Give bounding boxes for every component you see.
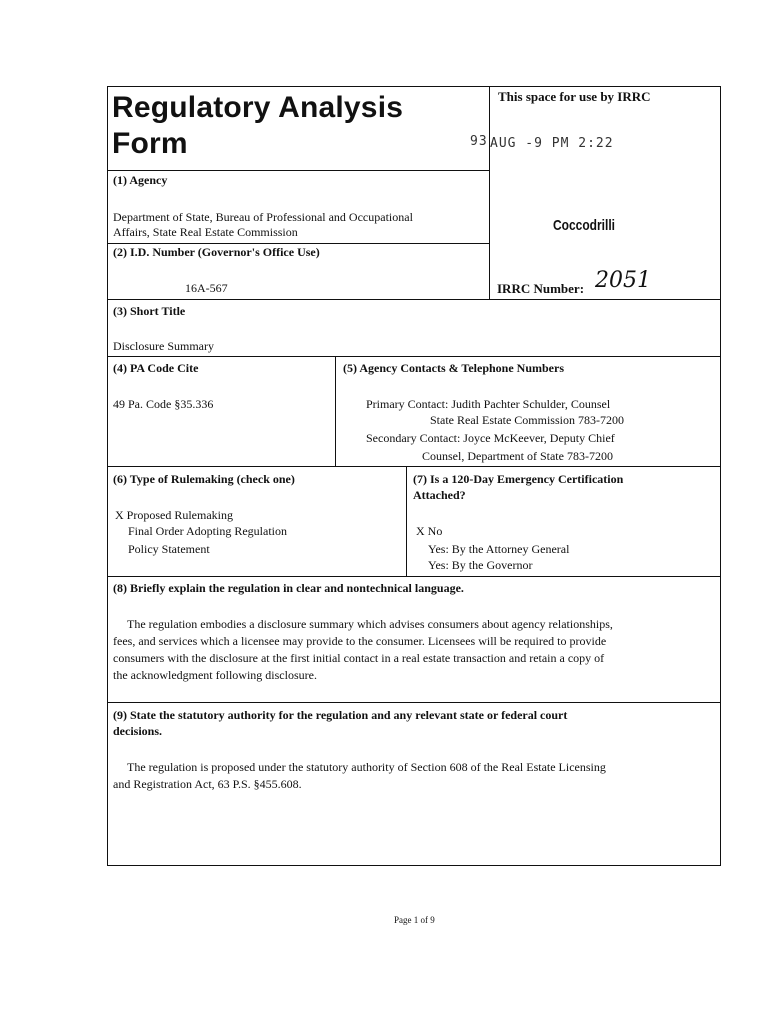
contacts-label: (5) Agency Contacts & Telephone Numbers — [343, 361, 564, 375]
explain-line: consumers with the disclosure at the first initial contact in a real estate transaction and retain a copy of — [113, 651, 605, 665]
reviewer-name: Coccodrilli — [553, 217, 616, 234]
agency-line1: Department of State, Bureau of Professional and Occupational — [113, 210, 413, 224]
agency-label: (1) Agency — [113, 173, 168, 187]
short-title-label: (3) Short Title — [113, 304, 186, 318]
contact-secondary-line1: Secondary Contact: Joyce McKeever, Deputy Chief — [366, 431, 615, 445]
divider — [107, 356, 721, 357]
contact-primary-line1: Primary Contact: Judith Pachter Schulder, Counsel — [366, 397, 611, 411]
id-number-label: (2) I.D. Number (Governor's Office Use) — [113, 245, 320, 259]
authority-label-line1: (9) State the statutory authority for the regulation and any relevant state or federal court — [113, 708, 568, 722]
irrc-number-value: 2051 — [595, 268, 651, 293]
authority-line: and Registration Act, 63 P.S. §455.608. — [113, 777, 302, 791]
emergency-option-no: X No — [416, 524, 443, 538]
contact-primary-line2: State Real Estate Commission 783-7200 — [430, 413, 624, 427]
form-title-line1: Regulatory Analysis — [112, 91, 404, 124]
authority-label-line2: decisions. — [113, 724, 163, 738]
received-stamp-prefix: 93 — [470, 134, 488, 149]
divider — [107, 299, 721, 300]
emergency-label-line1: (7) Is a 120-Day Emergency Certification — [413, 472, 624, 486]
short-title-value: Disclosure Summary — [113, 339, 214, 353]
rulemaking-label: (6) Type of Rulemaking (check one) — [113, 472, 295, 486]
irrc-number-label: IRRC Number: — [497, 281, 585, 296]
explain-body — [113, 616, 713, 684]
divider — [335, 356, 336, 466]
form-title — [112, 90, 403, 162]
divider — [107, 170, 489, 171]
divider — [107, 702, 721, 703]
page-number: Page 1 of 9 — [394, 915, 435, 925]
irrc-space-label: This space for use by IRRC — [498, 89, 651, 104]
contact-secondary-line2: Counsel, Department of State 783-7200 — [422, 449, 613, 463]
emergency-option-attorney-general: Yes: By the Attorney General — [428, 542, 570, 556]
divider — [107, 576, 721, 577]
rulemaking-option-policy: Policy Statement — [128, 542, 210, 556]
authority-line: The regulation is proposed under the statutory authority of Section 608 of the Real Estate Licensing — [127, 760, 606, 774]
agency-line2: Affairs, State Real Estate Commission — [113, 225, 298, 239]
emergency-option-governor: Yes: By the Governor — [428, 558, 533, 572]
divider — [107, 466, 721, 467]
divider — [107, 243, 489, 244]
received-stamp-date: AUG -9 PM 2:22 — [490, 136, 614, 151]
divider — [406, 466, 407, 576]
divider — [489, 86, 490, 299]
emergency-label-line2: Attached? — [413, 488, 466, 502]
explain-line: fees, and services which a licensee may provide to the consumer. Licensees will be required to provide — [113, 634, 607, 648]
explain-label: (8) Briefly explain the regulation in clear and nontechnical language. — [113, 581, 464, 595]
explain-line: The regulation embodies a disclosure summary which advises consumers about agency relationships, — [127, 617, 613, 631]
form-title-line2: Form — [112, 127, 188, 160]
explain-line: the acknowledgment following disclosure. — [113, 668, 317, 682]
authority-body — [113, 759, 713, 793]
rulemaking-option-final: Final Order Adopting Regulation — [128, 524, 287, 538]
pa-code-label: (4) PA Code Cite — [113, 361, 199, 375]
pa-code-value: 49 Pa. Code §35.336 — [113, 397, 214, 411]
id-number-value: 16A-567 — [185, 281, 228, 295]
rulemaking-option-proposed: X Proposed Rulemaking — [115, 508, 233, 522]
